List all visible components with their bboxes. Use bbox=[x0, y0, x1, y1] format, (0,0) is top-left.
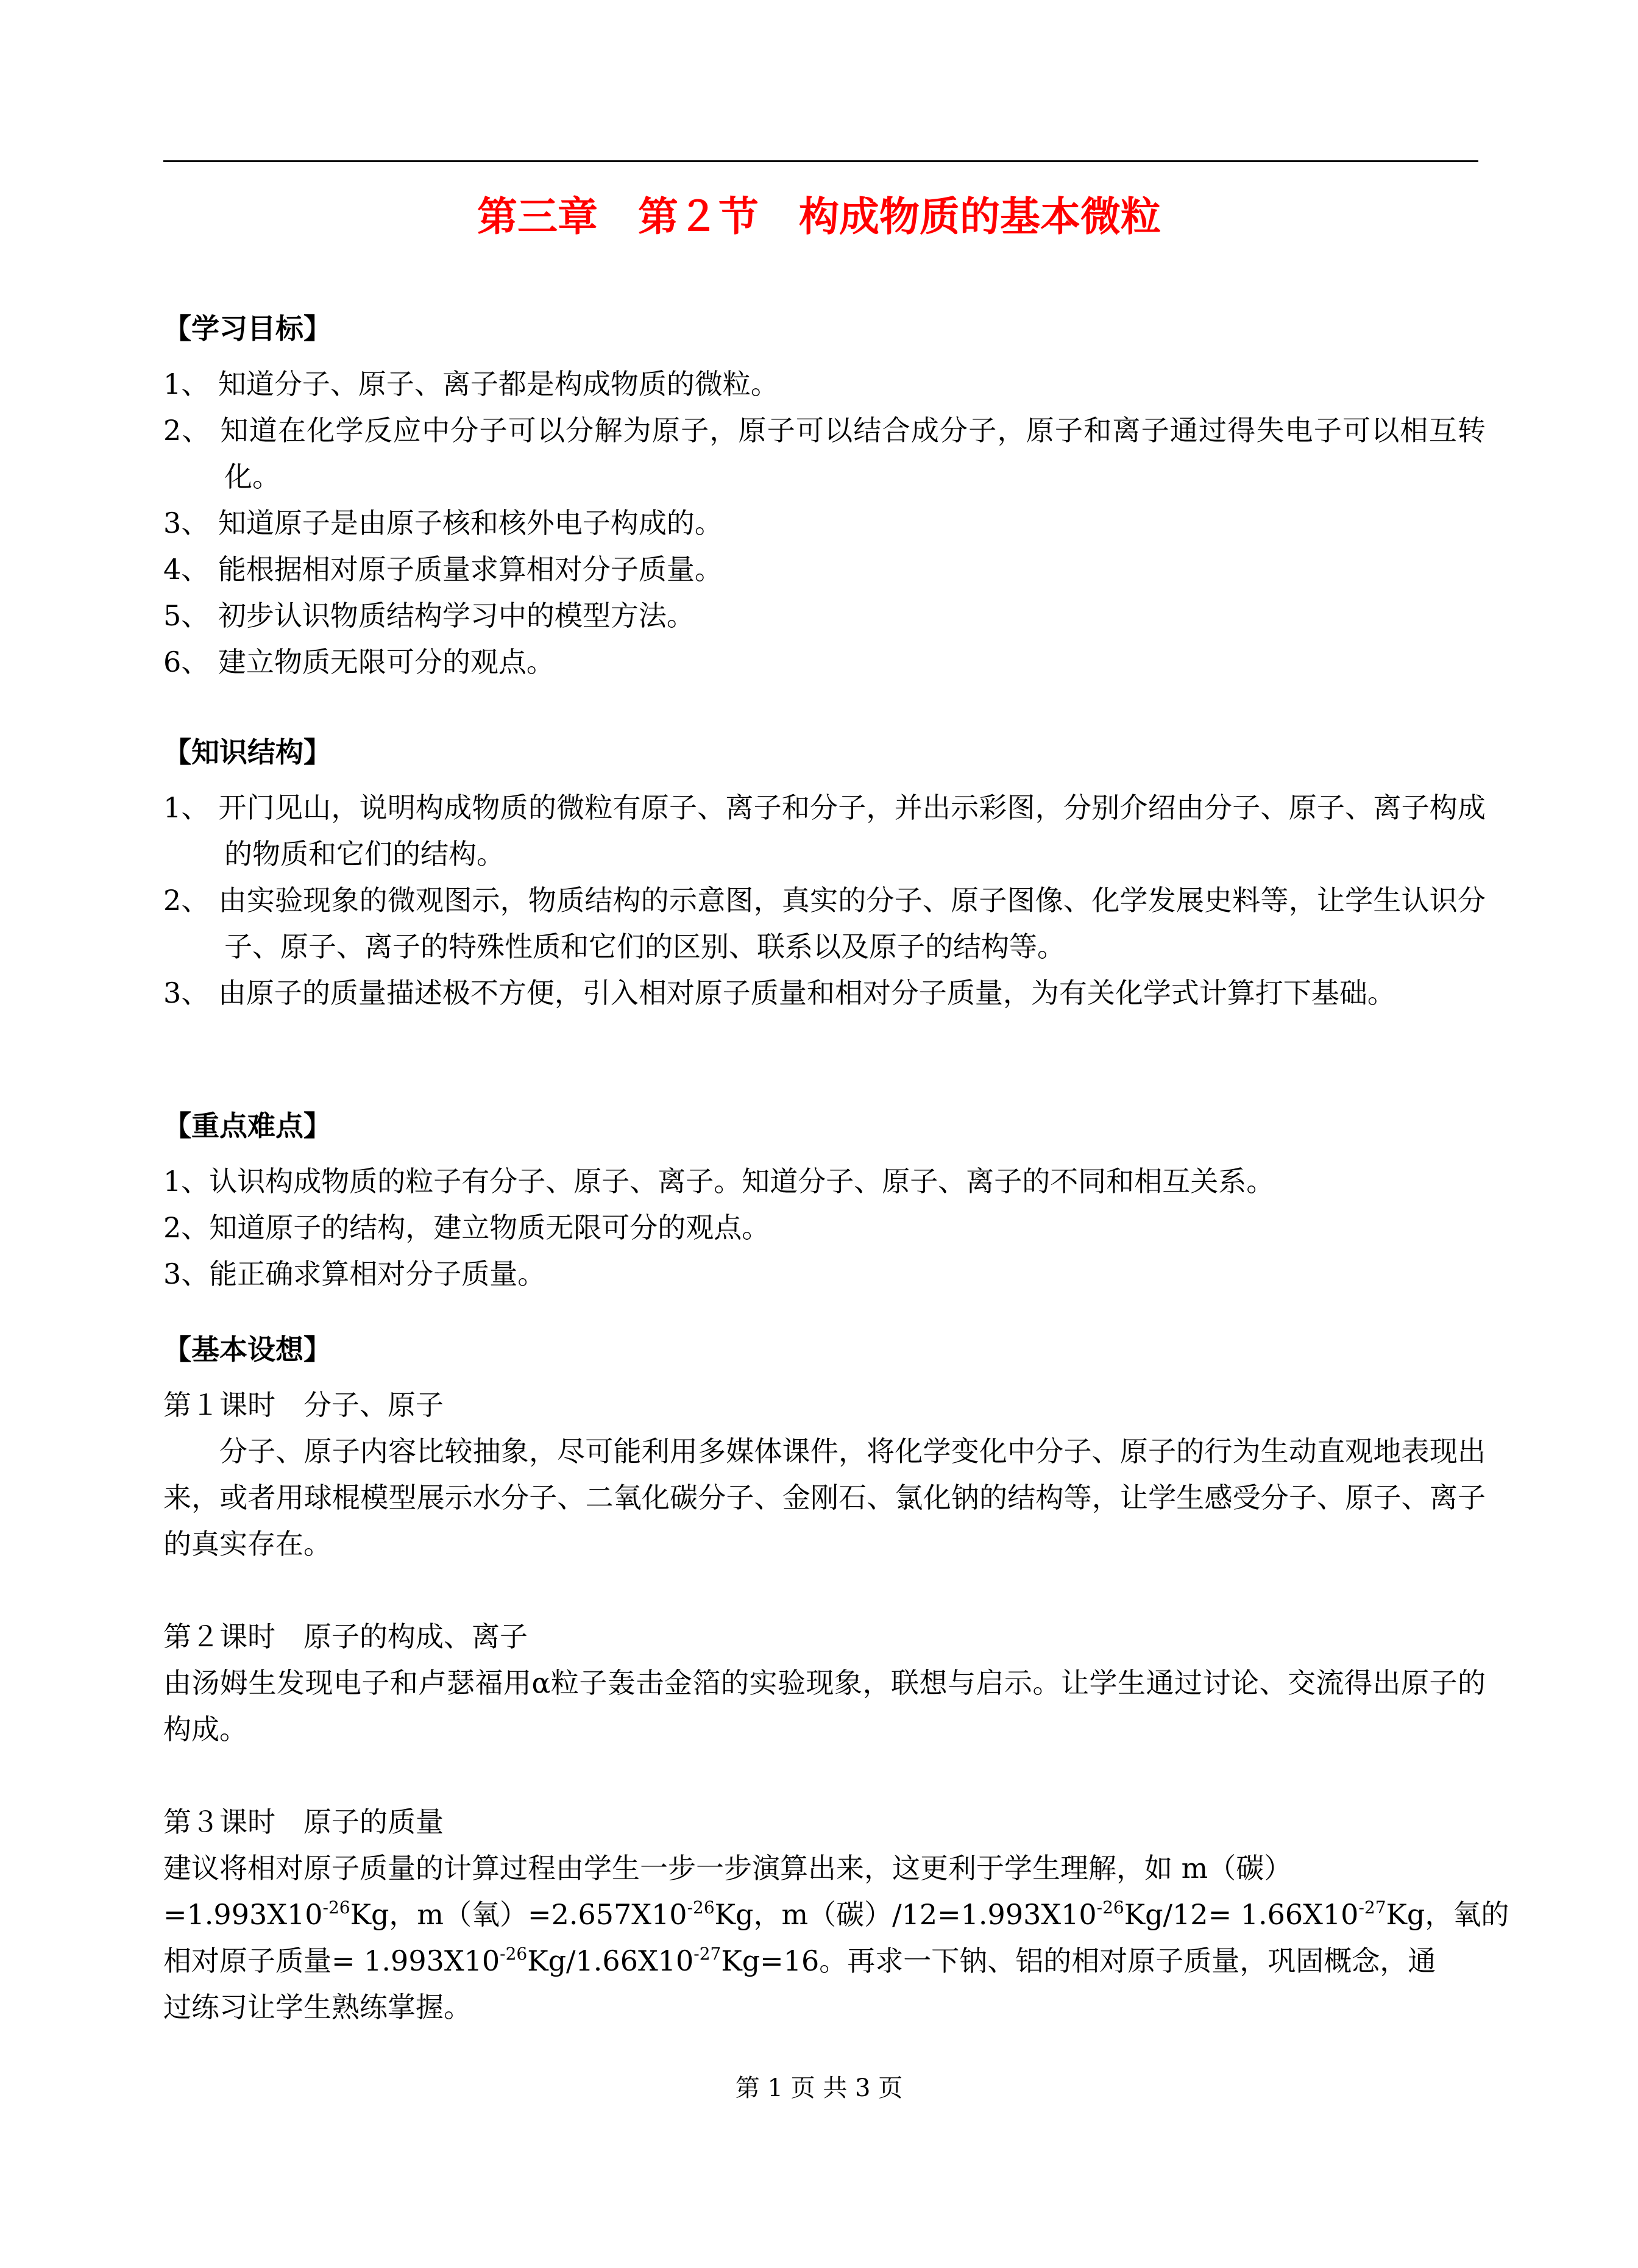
keypoints-heading: 【重点难点】 bbox=[163, 1109, 332, 1142]
lesson1-text: 分子、原子内容比较抽象，尽可能利用多媒体课件，将化学变化中分子、原子的行为生动直观地表现出来，或者用球棍模型展示水分子、二氧化碳分子、金刚石、氯化钠的结构等，让学生感受分子、原子、离子的真实存在。 bbox=[163, 1435, 1486, 1560]
keypoints-section bbox=[163, 1108, 1486, 1297]
lesson3-line3: 相对原子质量= $1.993X10^{-26}Kg/1.66X10^{-27}Kg=16$。再求一下钠、铝的相对原子质量，巩固概念，通 bbox=[163, 1944, 1436, 1977]
list-item: 3、能正确求算相对分子质量。 bbox=[163, 1257, 546, 1290]
lesson3-title: 第３课时 原子的质量 bbox=[163, 1805, 444, 1838]
lesson2-text: 由汤姆生发现电子和卢瑟福用α粒子轰击金箔的实验现象，联想与启示。让学生通过讨论、交流得出原子的构成。 bbox=[163, 1666, 1486, 1746]
structure-heading: 【知识结构】 bbox=[163, 736, 332, 769]
lesson1-title: 第１课时 分子、原子 bbox=[163, 1388, 444, 1421]
goals-list bbox=[163, 361, 1486, 685]
list-item: 1、认识构成物质的粒子有分子、原子、离子。知道分子、原子、离子的不同和相互关系。 bbox=[163, 1165, 1275, 1198]
list-item: 3、 由原子的质量描述极不方便，引入相对原子质量和相对分子质量，为有关化学式计算打下基础。 bbox=[163, 976, 1395, 1009]
list-item: 1、 开门见山，说明构成物质的微粒有原子、离子和分子，并出示彩图，分别介绍由分子、原子、离子构成的物质和它们的结构。 bbox=[163, 791, 1486, 870]
goals-heading: 【学习目标】 bbox=[163, 312, 332, 345]
keypoints-list bbox=[163, 1158, 1486, 1297]
list-item: 1、 知道分子、原子、离子都是构成物质的微粒。 bbox=[163, 368, 779, 400]
structure-list bbox=[163, 784, 1486, 1016]
lesson3-line1: 建议将相对原子质量的计算过程由学生一步一步演算出来，这更利于学生理解，如 m（碳） bbox=[163, 1852, 1292, 1885]
design-heading: 【基本设想】 bbox=[163, 1333, 332, 1366]
page-title: 第三章 第２节 构成物质的基本微粒 bbox=[477, 193, 1161, 240]
page-footer: 第 1 页 共 3 页 bbox=[735, 2074, 903, 2102]
design-section bbox=[163, 1332, 1509, 2030]
lesson3-line2: $=1.993X10^{-26}Kg$，m（氧）$=2.657X10^{-26}Kg$，m（碳）$/12=1.993X10^{-26}Kg/12= 1.66X10^{-27}Kg$，氧的 bbox=[163, 1897, 1509, 1931]
lesson3-line4: 过练习让学生熟练掌握。 bbox=[163, 1991, 472, 2024]
header-rule bbox=[163, 160, 1478, 162]
structure-section bbox=[163, 734, 1486, 1016]
goals-section bbox=[163, 311, 1486, 685]
list-item: 4、 能根据相对原子质量求算相对分子质量。 bbox=[163, 553, 723, 586]
list-item: 2、 由实验现象的微观图示，物质结构的示意图，真实的分子、原子图像、化学发展史料等，让学生认识分子、原子、离子的特殊性质和它们的区别、联系以及原子的结构等。 bbox=[163, 884, 1486, 963]
list-item: 2、知道原子的结构，建立物质无限可分的观点。 bbox=[163, 1211, 770, 1244]
list-item: 5、 初步认识物质结构学习中的模型方法。 bbox=[163, 599, 695, 632]
list-item: 2、 知道在化学反应中分子可以分解为原子，原子可以结合成分子，原子和离子通过得失电子可以相互转化。 bbox=[163, 414, 1486, 493]
list-item: 6、 建立物质无限可分的观点。 bbox=[163, 645, 555, 678]
list-item: 3、 知道原子是由原子核和核外电子构成的。 bbox=[163, 507, 723, 539]
lesson2-title: 第２课时 原子的构成、离子 bbox=[163, 1620, 528, 1653]
